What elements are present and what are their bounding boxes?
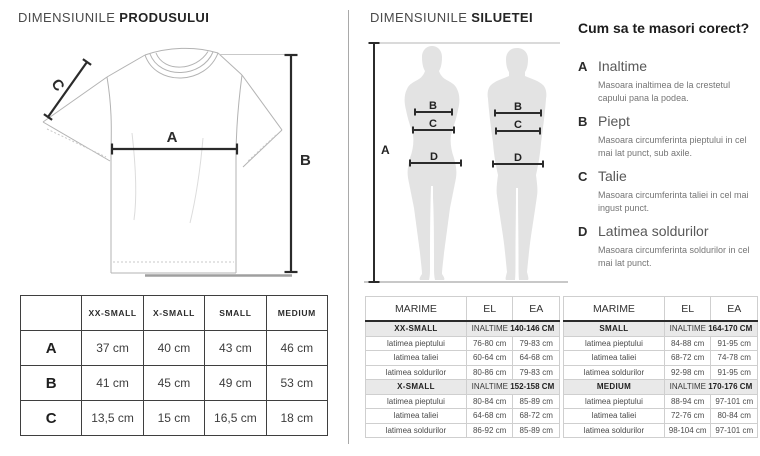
measure-name: latimea soldurilor — [564, 423, 665, 438]
measure-name: latimea soldurilor — [564, 365, 665, 380]
measure-ea: 79-83 cm — [513, 365, 560, 380]
measure-name: latimea pieptului — [564, 336, 665, 351]
tshirt-diagram — [20, 38, 350, 290]
measure-row — [366, 351, 560, 366]
size-name: SMALL — [564, 321, 665, 336]
measure-el: 76-80 cm — [466, 336, 513, 351]
measure-ea: 85-89 cm — [513, 394, 560, 409]
column-header-ea: EA — [513, 297, 560, 322]
column-header-marime: MARIME — [564, 297, 665, 322]
measure-row — [366, 423, 560, 438]
measure-row — [564, 336, 758, 351]
size-group-row — [564, 380, 758, 395]
guide-description: Masoara circumferinta pieptului in cel mai lat punct, sub axile. — [598, 135, 747, 159]
guide-term: Talie — [598, 168, 627, 185]
size-col-header: XX-SMALL — [82, 296, 143, 331]
title-regular-part: DIMENSIUNILE — [370, 10, 468, 25]
size-col-header: MEDIUM — [266, 296, 327, 331]
tshirt-outline — [43, 48, 282, 273]
height-range: 164-170 CM — [708, 324, 753, 334]
height-measure-line — [369, 43, 380, 282]
measure-el: 72-76 cm — [664, 409, 711, 424]
height-range: 152-158 CM — [510, 382, 555, 392]
value-cell: 40 cm — [143, 331, 204, 366]
measuring-guide — [578, 20, 754, 278]
size-table-header-row — [366, 297, 560, 322]
measure-el: 98-104 cm — [664, 423, 711, 438]
label-b: B — [429, 100, 437, 112]
title-bold-part: PRODUSULUI — [119, 10, 210, 25]
size-table-header-row — [564, 297, 758, 322]
table-row — [21, 401, 328, 436]
measure-el: 86-92 cm — [466, 423, 513, 438]
measure-ea: 80-84 cm — [711, 409, 758, 424]
guide-term: Inaltime — [598, 58, 648, 74]
measure-ea: 97-101 cm — [711, 394, 758, 409]
silhouette-size-tables — [365, 296, 758, 438]
value-cell: 53 cm — [266, 366, 327, 401]
measure-row — [564, 423, 758, 438]
product-dimensions-title — [18, 10, 209, 25]
silhouette-dimensions-title — [370, 10, 533, 25]
measure-row — [366, 365, 560, 380]
size-group-row — [366, 321, 560, 336]
length-measure-line — [285, 55, 298, 272]
guide-item-talie — [578, 168, 754, 215]
measure-ea: 64-68 cm — [513, 351, 560, 366]
guide-letter: A — [578, 59, 588, 74]
measure-ea: 91-95 cm — [711, 336, 758, 351]
measure-row — [564, 365, 758, 380]
column-header-el: EL — [466, 297, 513, 322]
height-range-cell — [664, 380, 757, 395]
measure-row — [366, 394, 560, 409]
label-c: C — [47, 75, 68, 95]
column-header-marime: MARIME — [366, 297, 467, 322]
size-group-row — [564, 321, 758, 336]
column-header-el: EL — [664, 297, 711, 322]
row-label: B — [21, 366, 82, 401]
measure-el: 80-84 cm — [466, 394, 513, 409]
measure-el: 84-88 cm — [664, 336, 711, 351]
label-a: A — [166, 129, 178, 146]
label-c: C — [429, 118, 437, 130]
height-range: 140-146 CM — [510, 324, 555, 334]
label-b: B — [514, 101, 522, 113]
guide-heading: Cum sa te masori corect? — [578, 20, 750, 36]
guide-letter: B — [578, 114, 588, 130]
value-cell: 15 cm — [143, 401, 204, 436]
corner-cell — [21, 296, 82, 331]
measure-name: latimea soldurilor — [366, 423, 467, 438]
size-group-row — [366, 380, 560, 395]
table-row — [21, 331, 328, 366]
measure-el: 80-86 cm — [466, 365, 513, 380]
height-range-cell — [664, 321, 757, 336]
table-row — [21, 366, 328, 401]
value-cell: 37 cm — [82, 331, 143, 366]
measure-name: latimea taliei — [564, 351, 665, 366]
measure-el: 68-72 cm — [664, 351, 711, 366]
guide-letter: D — [578, 224, 588, 240]
measure-row — [366, 336, 560, 351]
measure-row — [564, 409, 758, 424]
label-c: C — [514, 119, 522, 131]
size-col-header: X-SMALL — [143, 296, 204, 331]
label-a: A — [381, 143, 390, 157]
label-d: D — [430, 151, 438, 163]
measure-el: 60-64 cm — [466, 351, 513, 366]
height-label: INALTIME — [669, 324, 706, 334]
row-label: A — [21, 331, 82, 366]
title-bold-part: SILUETEI — [471, 10, 533, 25]
measure-ea: 97-101 cm — [711, 423, 758, 438]
guide-description: Masoara circumferinta soldurilor in cel mai lat punct. — [598, 245, 750, 269]
label-d: D — [514, 152, 522, 164]
title-regular-part: DIMENSIUNILE — [18, 10, 116, 25]
guide-description: Masoara circumferinta taliei in cel mai ingust punct. — [598, 190, 749, 214]
guide-term: Latimea soldurilor — [598, 223, 709, 240]
size-table-xxsmall-xsmall — [365, 296, 560, 438]
measure-el: 92-98 cm — [664, 365, 711, 380]
measure-ea: 91-95 cm — [711, 365, 758, 380]
height-range-cell — [466, 380, 559, 395]
row-label: C — [21, 401, 82, 436]
size-name: X-SMALL — [366, 380, 467, 395]
column-header-ea: EA — [711, 297, 758, 322]
value-cell: 49 cm — [205, 366, 266, 401]
silhouette-diagram — [362, 38, 570, 288]
value-cell: 13,5 cm — [82, 401, 143, 436]
measure-name: latimea taliei — [366, 351, 467, 366]
product-size-table — [20, 295, 328, 436]
size-col-header: SMALL — [205, 296, 266, 331]
guide-description: Masoara inaltimea de la crestetul capului pana la podea. — [598, 80, 731, 104]
measure-ea: 74-78 cm — [711, 351, 758, 366]
value-cell: 41 cm — [82, 366, 143, 401]
measure-row — [564, 394, 758, 409]
measure-el: 64-68 cm — [466, 409, 513, 424]
value-cell: 18 cm — [266, 401, 327, 436]
measure-name: latimea pieptului — [366, 336, 467, 351]
height-label: INALTIME — [471, 382, 508, 392]
guide-item-latimea-soldurilor — [578, 223, 754, 270]
vertical-divider — [348, 10, 349, 444]
measure-row — [564, 351, 758, 366]
measure-name: latimea soldurilor — [366, 365, 467, 380]
fabric-creases — [132, 133, 203, 223]
measure-name: latimea pieptului — [366, 394, 467, 409]
height-range: 170-176 CM — [708, 382, 753, 392]
measure-el: 88-94 cm — [664, 394, 711, 409]
value-cell: 46 cm — [266, 331, 327, 366]
height-range-cell — [466, 321, 559, 336]
size-name: XX-SMALL — [366, 321, 467, 336]
guide-term: Piept — [598, 113, 630, 130]
measure-ea: 85-89 cm — [513, 423, 560, 438]
label-b: B — [300, 152, 311, 169]
measure-name: latimea pieptului — [564, 394, 665, 409]
measure-name: latimea taliei — [366, 409, 467, 424]
guide-item-piept — [578, 113, 754, 160]
height-label: INALTIME — [669, 382, 706, 392]
measure-ea: 68-72 cm — [513, 409, 560, 424]
guide-letter: C — [578, 169, 588, 185]
product-table-header-row — [21, 296, 328, 331]
guide-item-inaltime — [578, 58, 754, 105]
size-table-small-medium — [563, 296, 758, 438]
value-cell: 16,5 cm — [205, 401, 266, 436]
measure-name: latimea taliei — [564, 409, 665, 424]
value-cell: 43 cm — [205, 331, 266, 366]
measure-row — [366, 409, 560, 424]
measure-ea: 79-83 cm — [513, 336, 560, 351]
size-name: MEDIUM — [564, 380, 665, 395]
height-label: INALTIME — [471, 324, 508, 334]
value-cell: 45 cm — [143, 366, 204, 401]
